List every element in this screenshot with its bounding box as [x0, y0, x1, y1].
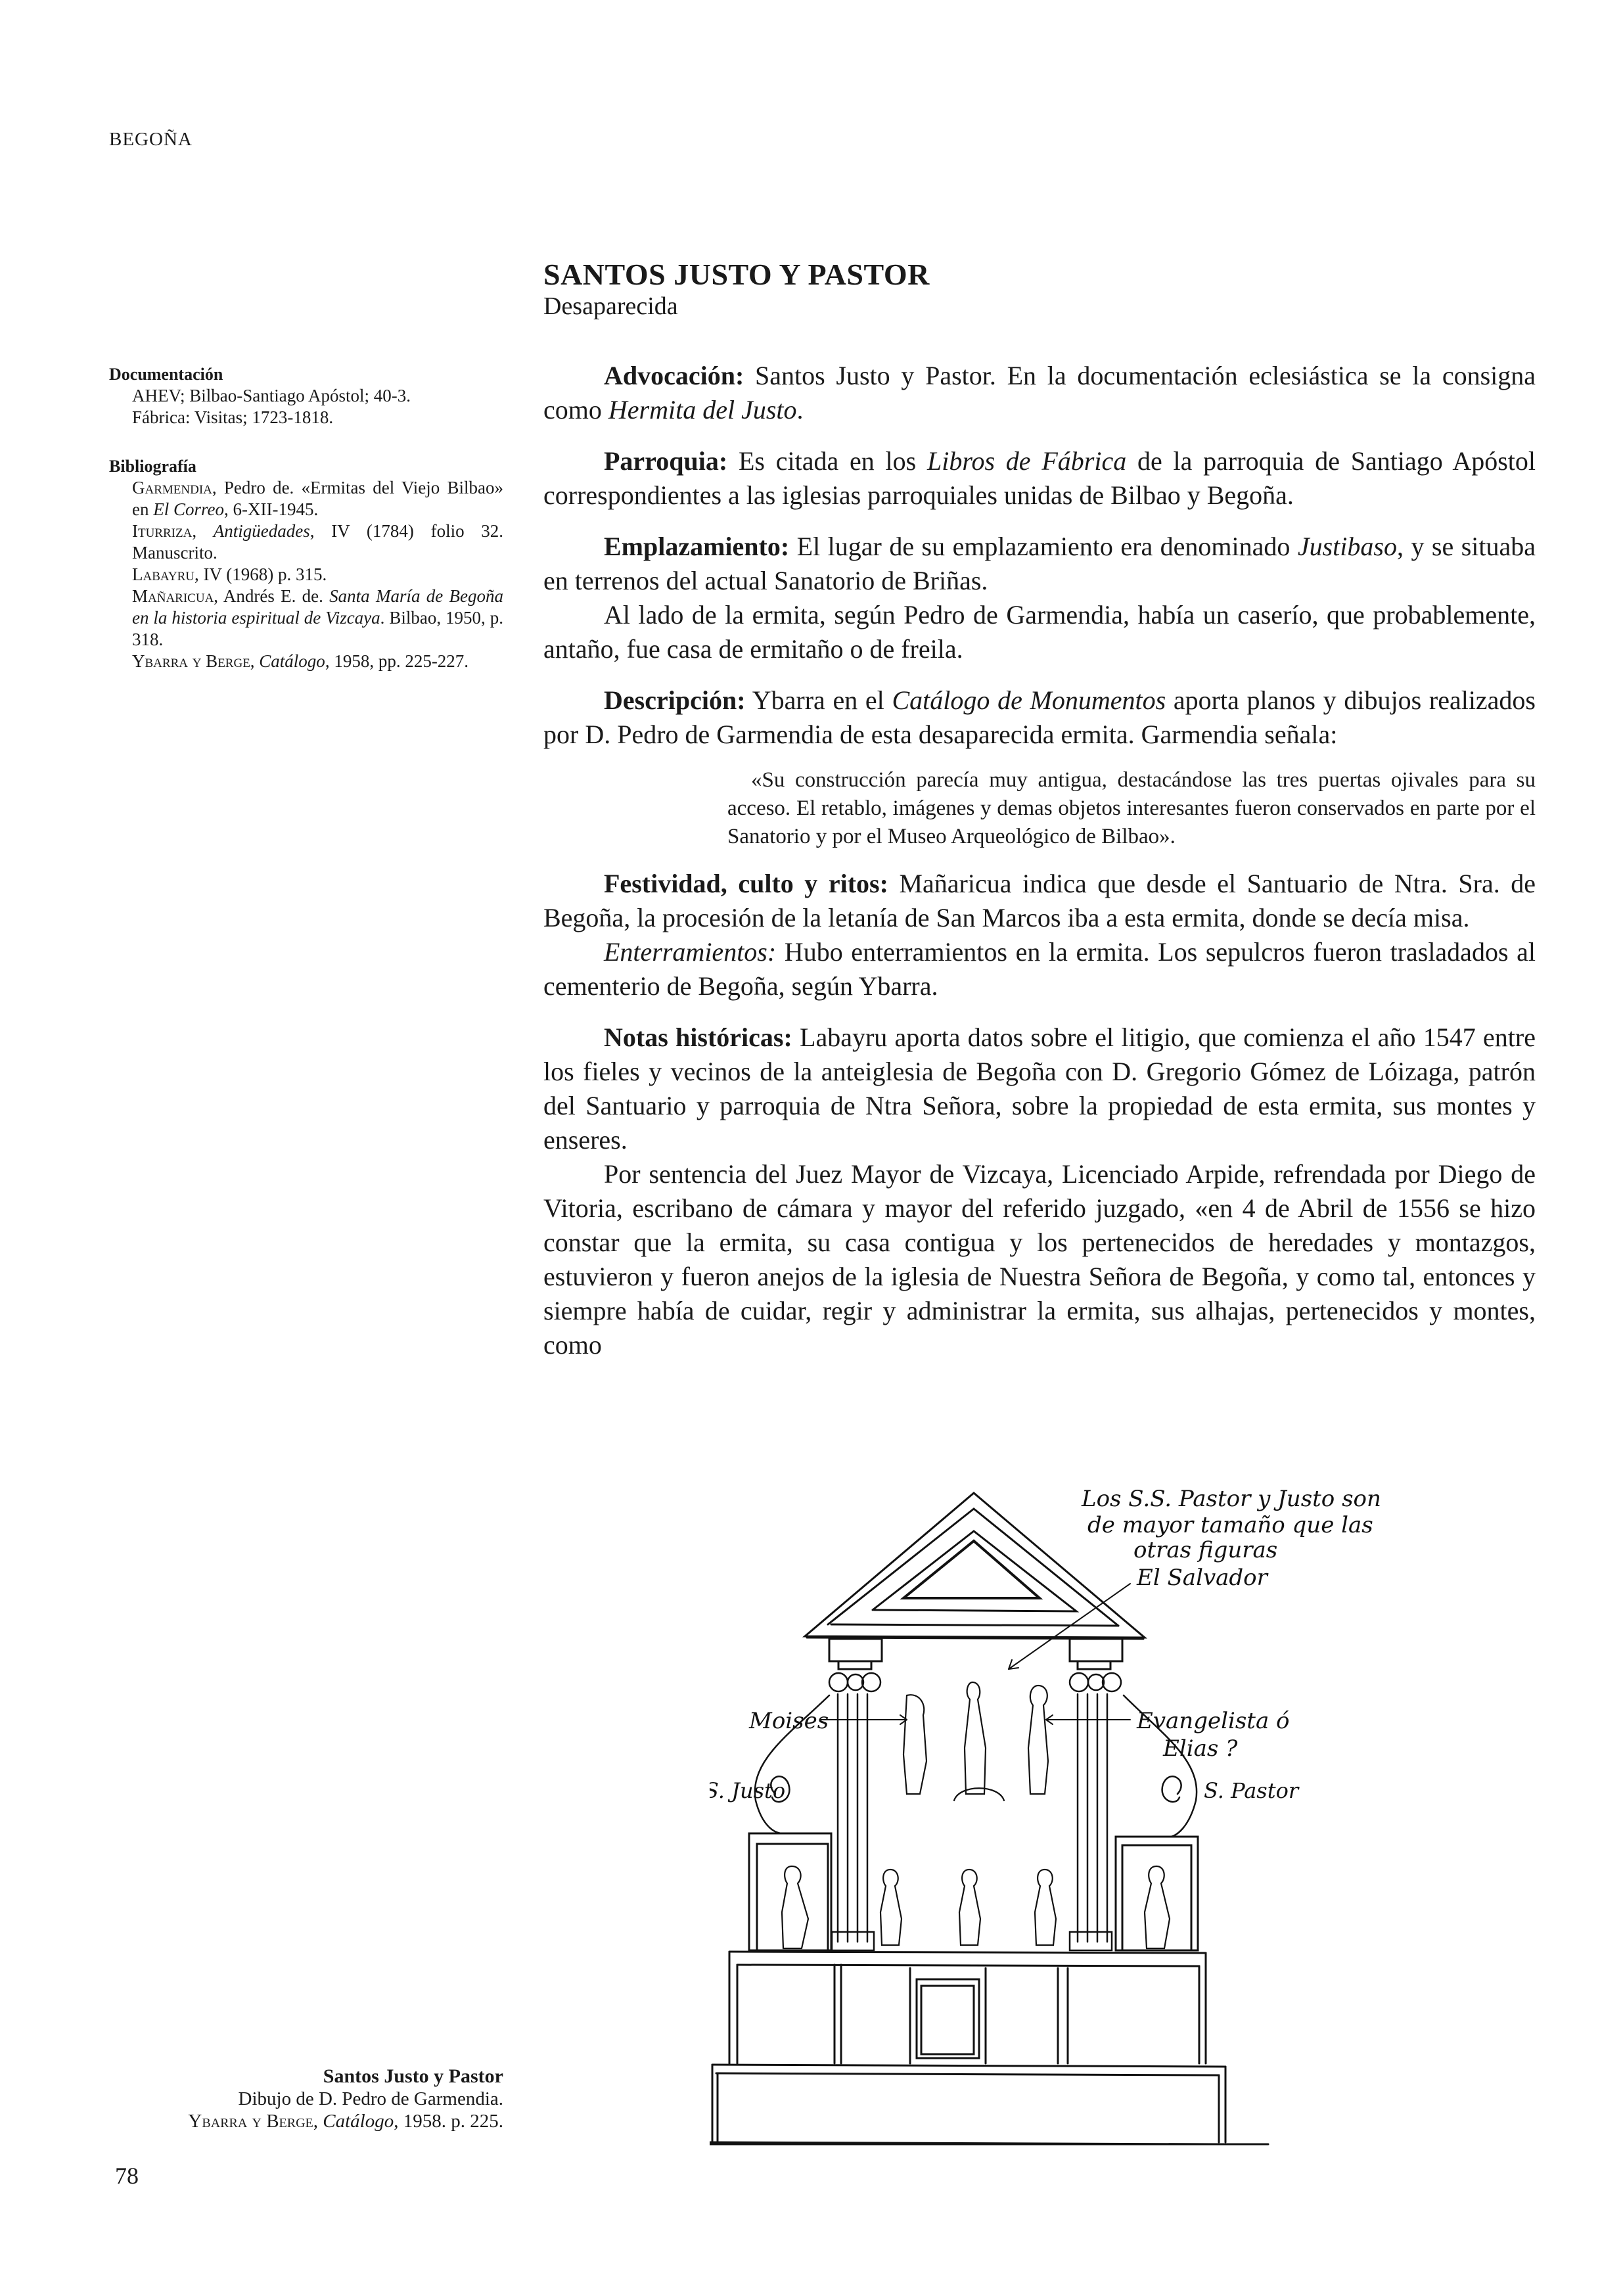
page-number: 78 — [115, 2163, 139, 2189]
section-notas — [543, 1021, 1536, 1157]
documentacion-heading: Documentación — [109, 365, 223, 384]
section-text: , y se situaba en terrenos del actual Sanatorio de Briñas. — [543, 532, 1536, 595]
altar-base — [710, 2065, 1268, 2144]
article-body — [543, 359, 1536, 1362]
bibliography-entry — [109, 520, 503, 564]
predella — [729, 1952, 1206, 2063]
running-head: BEGOÑA — [109, 129, 193, 150]
altarpiece-drawing — [710, 1485, 1426, 2182]
bib-text: , IV (1968) p. 315. — [194, 564, 327, 584]
article-subtitle: Desaparecida — [543, 292, 678, 320]
label-salvador: El Salvador — [1137, 1565, 1268, 1591]
caption-title: Santos Justo y Pastor — [323, 2065, 503, 2087]
bib-text: , Andrés E. de. — [214, 586, 330, 606]
section-advocacion — [543, 359, 1536, 427]
documentacion-line: AHEV; Bilbao-Santiago Apóstol; 40-3. — [132, 386, 411, 405]
section-text: Labayru aporta datos sobre el litigio, que comienza el año 1547 entre los fieles y vecinos de la anteiglesia de Begoña con D. Gregorio Gómez de Lóizaga, patrón del Santuario y parroquia de Ntra Señora, sobre la propiedad de esta ermita, sus montes y enseres. — [543, 1022, 1536, 1155]
bib-title: Catálogo — [259, 651, 325, 671]
section-enterramientos — [543, 935, 1536, 1003]
caption-line: Dibujo de D. Pedro de Garmendia. — [238, 2088, 503, 2109]
section-text: Mañaricua indica que desde el Santuario de Ntra. Sra. de Begoña, la procesión de la letanía de San Marcos iba a esta ermita, donde se decía misa. — [543, 869, 1536, 932]
caption-source — [109, 2110, 503, 2132]
bibliography-entry — [109, 564, 503, 585]
bib-author: Garmendia — [132, 478, 212, 497]
section-label: Descripción: — [604, 685, 746, 715]
section-label: Parroquia: — [604, 446, 728, 476]
bib-author: Labayru — [132, 564, 194, 584]
bibliography-entry — [109, 477, 503, 520]
bibliografia-heading: Bibliografía — [109, 457, 196, 476]
columns — [832, 1694, 1112, 1950]
bib-text: , Pedro de. «Ermitas del Viejo Bilbao» en — [132, 478, 503, 519]
section-text: de la parroquia de Santiago Apóstol correspondientes a las iglesias parroquiales unidas de Bilbao y Begoña. — [543, 446, 1536, 510]
section-descripcion — [543, 683, 1536, 752]
bib-text: , 1958, pp. 225-227. — [325, 651, 469, 671]
bib-author: Mañaricua — [132, 586, 214, 606]
bib-text: , 6-XII-1945. — [223, 499, 319, 519]
bib-text: . Bilbao, 1950, p. 318. — [132, 608, 503, 649]
section-text: Es citada en los — [727, 446, 927, 476]
section-text: Santos Justo y Pastor. En la documentación eclesiástica se la consigna como — [543, 361, 1536, 425]
capital-blocks — [829, 1639, 1122, 1669]
label-moises: Moises — [749, 1708, 829, 1734]
bib-title: El Correo — [153, 499, 224, 519]
section-paragraph: Al lado de la ermita, según Pedro de Garmendia, había un caserío, que probablemente, antaño, fue casa de ermitaño o de freila. — [543, 600, 1536, 664]
caption-text: , 1958. p. 225. — [394, 2111, 503, 2132]
section-festividad — [543, 867, 1536, 935]
note-line-3: otras figuras — [1133, 1537, 1278, 1563]
bib-text: , — [250, 651, 260, 671]
section-italic: Libros de Fábrica — [927, 446, 1127, 476]
bib-text: , IV (1784) folio 32. Manuscrito. — [132, 521, 504, 563]
caption-text: , — [313, 2111, 323, 2132]
block-quote: «Su construcción parecía muy antigua, destacándose las tres puertas ojivales para su acceso. El retablo, imágenes y demas objetos interesantes fueron conservados en parte por el Sanatorio y por el Museo Arqueológico de Bilbao». — [727, 768, 1536, 848]
sidebar-bibliografia — [109, 455, 503, 672]
section-text: Ybarra en el — [745, 685, 892, 715]
label-evangelista-1: Evangelista ó — [1137, 1708, 1290, 1734]
article-title: SANTOS JUSTO Y PASTOR — [543, 258, 930, 291]
bib-author: Iturriza — [132, 521, 193, 541]
note-line-1: Los S.S. Pastor y Justo son — [1082, 1486, 1381, 1512]
label-pastor: S. Pastor — [1204, 1778, 1299, 1803]
bib-title: Antigüedades — [213, 521, 310, 541]
section-text: aporta planos y dibujos realizados por D. Pedro de Garmendia de esta desaparecida ermita. Garmendia señala: — [543, 685, 1536, 749]
note-line-2: de mayor tamaño que las — [1087, 1512, 1373, 1538]
bib-title: Santa María de Begoña en la historia espiritual de Vizcaya — [132, 586, 503, 628]
section-italic: Hermita del Justo — [608, 395, 797, 425]
sidebar-documentacion — [109, 363, 503, 428]
section-paragraph: Por sentencia del Juez Mayor de Vizcaya, Licenciado Arpide, refrendada por Diego de Vitoria, escribano de cámara y mayor del referido juzgado, «en 4 de Abril de 1556 se hizo constar que la ermita, su casa contigua y los pertenecidos de heredades y montazgos, estuvieron y fueron anejos de la iglesia de Nuestra Señora de Begoña, y como tal, entonces y siempre había de cuidar, regir y administrar la ermita, sus alhajas, pertenecidos y montes, como — [543, 1159, 1536, 1360]
caption-italic: Catálogo — [323, 2111, 394, 2132]
section-text: . — [796, 395, 804, 425]
article-header — [543, 258, 930, 321]
bibliography-entry — [109, 585, 503, 651]
bib-text: , — [192, 521, 214, 541]
section-emplazamiento — [543, 530, 1536, 598]
section-parroquia — [543, 444, 1536, 513]
label-justo: S. Justo — [710, 1778, 786, 1803]
figure-caption — [109, 2065, 503, 2132]
section-italic: Catálogo de Monumentos — [892, 685, 1166, 715]
section-text: El lugar de su emplazamiento era denominado — [789, 532, 1298, 561]
caption-author: Ybarra y Berge — [188, 2111, 313, 2132]
bib-author: Ybarra y Berge — [132, 651, 250, 671]
label-evangelista-2: Elias ? — [1163, 1735, 1238, 1762]
section-label: Festividad, culto y ritos: — [604, 869, 888, 898]
side-panels — [749, 1833, 1198, 1950]
section-text: Hubo enterramientos en la ermita. Los sepulcros fueron trasladados al cementerio de Begoña, según Ybarra. — [543, 937, 1536, 1001]
section-italic-label: Enterramientos: — [604, 937, 777, 967]
handwritten-notes — [710, 1486, 1381, 1803]
section-italic: Justibaso — [1297, 532, 1397, 561]
section-label: Notas históricas: — [604, 1022, 792, 1052]
saint-figures — [782, 1682, 1170, 1948]
section-label: Emplazamiento: — [604, 532, 790, 561]
section-label: Advocación: — [604, 361, 744, 390]
bibliography-entry — [109, 651, 503, 672]
documentacion-line: Fábrica: Visitas; 1723-1818. — [132, 407, 334, 427]
